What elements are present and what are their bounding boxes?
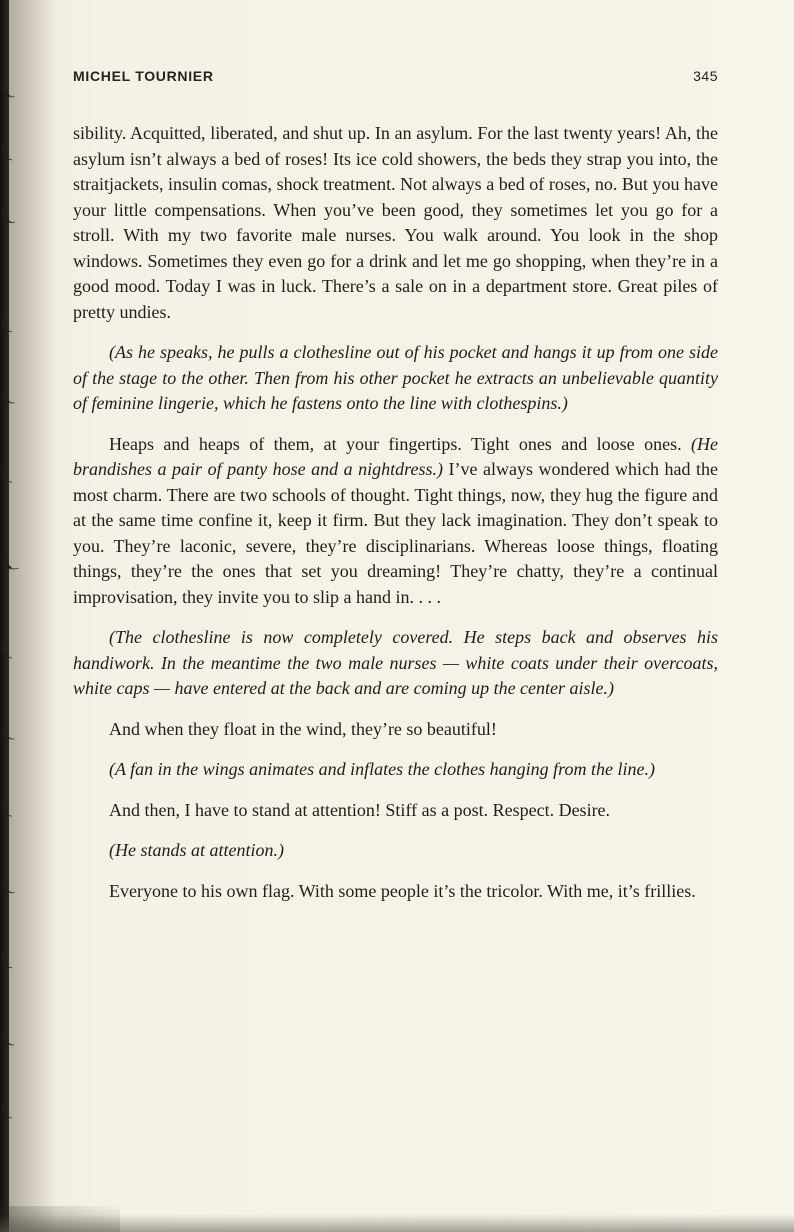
text-segment: And when they float in the wind, they’re so beautiful! (109, 718, 497, 739)
text-segment: (He stands at attention.) (109, 840, 284, 860)
page-bottom-shadow (0, 1214, 794, 1232)
page-number: 345 (693, 68, 718, 84)
spine-shadow (9, 0, 57, 1232)
paragraph-3 (73, 717, 718, 743)
text-segment: Heaps and heaps of them, at your fingertips. Tight ones and loose ones. (109, 433, 692, 454)
book-spine-edge (0, 0, 9, 1232)
stage-direction-4 (73, 838, 718, 864)
running-header-author: MICHEL TOURNIER (73, 68, 214, 84)
text-segment: (The clothesline is now completely covered. He steps back and observes his handiwork. In the meantime the two male nurses — white coats under their overcoats, white caps — have entered at the back and are coming up the center aisle.) (73, 627, 718, 698)
stage-direction-2 (73, 625, 718, 702)
text-segment: And then, I have to stand at attention! Stiff as a post. Respect. Desire. (109, 799, 611, 820)
stage-direction-1 (73, 340, 718, 417)
paragraph-1 (73, 121, 718, 325)
paragraph-4 (73, 798, 718, 824)
text-segment: sibility. Acquitted, liberated, and shut up. In an asylum. For the last twenty years! Ah, the asylum isn’t always a bed of roses! Its ice cold showers, the beds they strap you into, the straitjackets, insulin comas, shock treatment. Not always a bed of roses, no. But you have your little compensations. When you’ve been good, they sometimes let you go for a stroll. With my two favorite male nurses. You walk around. You look in the shop windows. Sometimes they even go for a drink and let me go shopping, when they’re in a good mood. Today I was in luck. There’s a sale on in a department store. Great piles of pretty undies. (73, 123, 718, 322)
stage-direction-3 (73, 757, 718, 783)
inline-stage-direction: (He brandishes a pair of panty hose and a nightdress.) (73, 433, 718, 479)
text-segment: I’ve always wondered which had the most charm. There are two schools of thought. Tight things, now, they hug the figure and at the same time confine it, keep it firm. But they lack imagination. They don’t speak to you. They’re laconic, severe, they’re disciplinarians. Whereas loose things, floating things, they’re the ones that set you dreaming! They’re chatty, they’re a continual improvisation, they invite you to slip a hand in. . . . (73, 459, 718, 607)
text-segment: Everyone to his own flag. With some people it’s the tricolor. With me, it’s frillies. (109, 880, 696, 901)
running-header (73, 68, 718, 84)
text-segment: (A fan in the wings animates and inflates the clothes hanging from the line.) (109, 759, 655, 779)
paragraph-5 (73, 879, 718, 905)
page-text (73, 68, 718, 919)
paragraph-2 (73, 432, 718, 611)
text-segment: (As he speaks, he pulls a clothesline out of his pocket and hangs it up from one side of the stage to the other. Then from his other pocket he extracts an unbelievable quantity of feminine lingerie, which he fastens onto the line with clothespins.) (73, 342, 718, 413)
